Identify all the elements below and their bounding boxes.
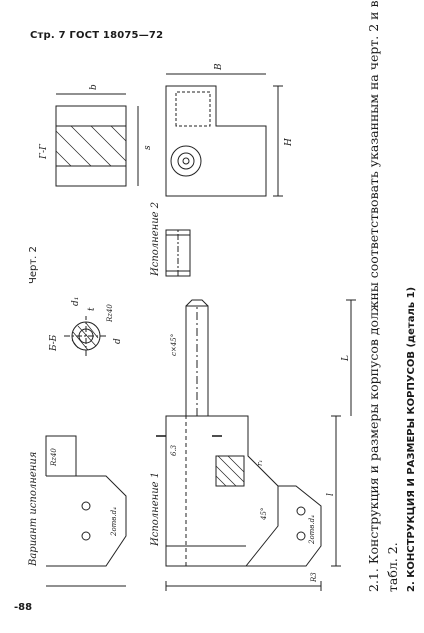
label-roughness-3: 6.3 [170, 444, 178, 456]
label-dim-l: l [326, 493, 336, 496]
label-dim-d: d [113, 338, 123, 344]
side-view-outline [166, 86, 266, 196]
page-number: -88 [14, 602, 33, 613]
hole-1 [297, 532, 305, 540]
section-title: 2. КОНСТРУКЦИЯ И РАЗМЕРЫ КОРПУСОВ (деталь 1) [406, 286, 417, 592]
label-dim-R3: R3 [310, 572, 318, 582]
body-outline [166, 416, 278, 566]
side-view-bore-inner [178, 153, 194, 169]
figure-caption: Черт. 2 [28, 246, 39, 284]
side-view-bore-outer [171, 146, 201, 176]
label-section-bb: Б-Б [49, 334, 59, 351]
label-section-gg: Г-Г [39, 144, 49, 159]
label-dim-d1: d₁ [71, 296, 81, 306]
label-dim-b: b [89, 84, 99, 90]
label-dim-H: H [284, 138, 294, 146]
technical-drawing [16, 46, 361, 606]
label-holes: 2отв.d₄ [308, 515, 316, 544]
label-dim-t: t [87, 307, 97, 311]
label-variant: Вариант исполнения [28, 451, 39, 566]
variant-hole-1 [82, 532, 90, 540]
label-dim-L: L [341, 355, 351, 361]
label-dim-r1: r₁ [256, 459, 264, 466]
page-header: Стр. 7 ГОСТ 18075—72 [30, 30, 164, 41]
label-dim-s: s [143, 145, 153, 150]
label-roughness-2: Rz40 [106, 304, 114, 322]
label-angle: 45° [260, 507, 268, 520]
label-version2: Исполнение 2 [150, 201, 161, 276]
label-holes-variant: 2отв.d₄ [110, 507, 118, 536]
label-roughness: Rz40 [50, 448, 58, 466]
label-dim-B: B [214, 63, 224, 70]
paragraph-line-2: табл. 2. [385, 542, 400, 592]
label-chamfer: c×45° [170, 333, 178, 356]
variant-hole-2 [82, 502, 90, 510]
paragraph-line-1: 2.1. Конструкция и размеры корпусов должны соответствовать указанным на черт. 2 и в [366, 0, 381, 592]
label-version1: Исполнение 1 [150, 471, 161, 546]
hole-2 [297, 507, 305, 515]
